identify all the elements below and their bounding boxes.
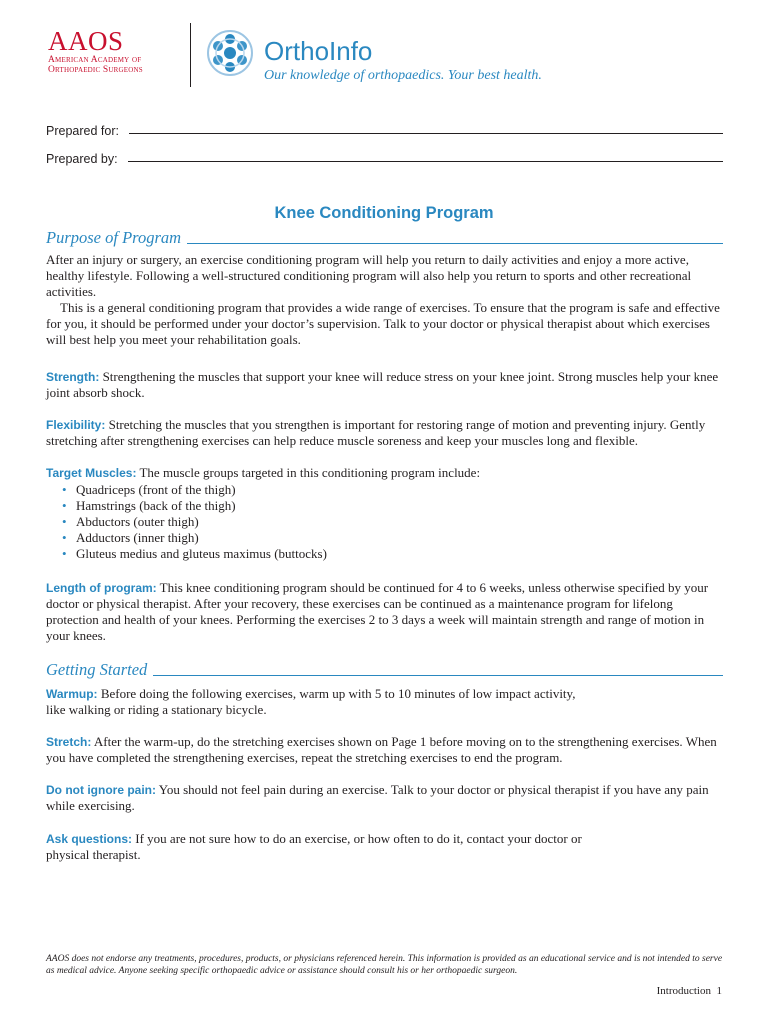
length-text: This knee conditioning program should be continued for 4 to 6 weeks, unless otherwise specified by your doctor or physical therapist. After your recovery, these exercises can be continued as a maintenance program for lifelong protection and health of your knees. Performing the exercises 2 to 3 days a week will maintain strength and range of motion in your knees. [46, 580, 709, 643]
bullet-icon: • [62, 514, 67, 529]
purpose-para2: This is a general conditioning program that provides a wide range of exercises. To ensure that the program is safe and effective for you, it should be performed under your doctor’s supervision. Talk to your doctor or physical therapist about which exercises will best help you meet your rehabilitation goals. [46, 300, 720, 347]
orthoinfo-tagline: Our knowledge of orthopaedics. Your best health. [264, 68, 542, 83]
warmup-paragraph [46, 686, 723, 718]
strength-paragraph [46, 369, 723, 401]
prepared-for-label: Prepared for: [46, 124, 119, 138]
purpose-heading [46, 227, 723, 247]
list-item: • Quadriceps (front of the thigh) [62, 482, 236, 497]
length-label: Length of program: [46, 581, 157, 595]
target-muscles-text: The muscle groups targeted in this conditioning program include: [136, 465, 481, 480]
page-number: 1 [716, 985, 722, 997]
flexibility-label: Flexibility: [46, 418, 106, 432]
questions-label: Ask questions: [46, 832, 133, 846]
prepared-by-label: Prepared by: [46, 152, 118, 166]
target-muscles-list [62, 482, 327, 562]
bullet-icon: • [62, 498, 67, 513]
stretch-label: Stretch: [46, 735, 92, 749]
aaos-wordmark: AAOS [48, 26, 124, 56]
length-paragraph [46, 580, 723, 644]
questions-paragraph [46, 831, 723, 863]
prepared-for-row [46, 118, 723, 138]
bullet-icon: • [62, 546, 67, 561]
prepared-by-field[interactable] [128, 160, 723, 162]
purpose-heading-rule [187, 243, 723, 244]
header-divider [190, 23, 191, 87]
footer-section-label: Introduction [656, 985, 711, 997]
footer-disclaimer: AAOS does not endorse any treatments, procedures, products, or physicians referenced herein. This information is provided as an educational service and is not intended to serve as medical advice. Anyone seeking specific orthopaedic advice or assistance should consult his or her orthopaedic surgeon. [46, 954, 723, 976]
page-title: Knee Conditioning Program [274, 204, 494, 222]
list-item: • Adductors (inner thigh) [62, 530, 199, 545]
bullet-icon: • [62, 530, 67, 545]
flexibility-paragraph [46, 417, 723, 449]
list-item: • Abductors (outer thigh) [62, 514, 199, 529]
aaos-name-line1: American Academy of [48, 55, 142, 65]
questions-text-line1: If you are not sure how to do an exercise, or how often to do it, contact your doctor or [132, 831, 582, 846]
orthoinfo-title: OrthoInfo [264, 36, 373, 66]
prepared-by-row [46, 146, 723, 166]
aaos-name-line2: Orthopaedic Surgeons [48, 65, 143, 75]
bullet-icon: • [62, 482, 67, 497]
aaos-logo [48, 28, 178, 75]
list-item: • Gluteus medius and gluteus maximus (buttocks) [62, 546, 327, 561]
getting-started-heading [46, 659, 723, 679]
stretch-paragraph [46, 734, 723, 766]
pain-text: You should not feel pain during an exercise. Talk to your doctor or physical therapist if you have any pain while exercising. [46, 782, 709, 813]
strength-text: Strengthening the muscles that support your knee will reduce stress on your knee joint. Strong muscles help your knee joint absorb shock. [46, 369, 719, 400]
target-muscles-paragraph [46, 465, 723, 481]
list-item: • Hamstrings (back of the thigh) [62, 498, 236, 513]
target-muscles-label: Target Muscles: [46, 466, 137, 480]
warmup-label: Warmup: [46, 687, 98, 701]
getting-started-heading-rule [153, 675, 723, 676]
stretch-text: After the warm-up, do the stretching exercises shown on Page 1 before moving on to the strengthening exercises. When you have completed the strengthening exercises, repeat the stretching exercises to end the program. [46, 734, 717, 765]
purpose-para1: After an injury or surgery, an exercise conditioning program will help you return to daily activities and enjoy a more active, healthy lifestyle. Following a well-structured conditioning program will also help you return to sports and other recreational activities. [46, 252, 692, 299]
strength-label: Strength: [46, 370, 100, 384]
warmup-text-line1: Before doing the following exercises, warm up with 5 to 10 minutes of low impact activity, [97, 686, 576, 701]
pain-paragraph [46, 782, 723, 814]
pain-label: Do not ignore pain: [46, 783, 156, 797]
questions-text-line2: physical therapist. [46, 847, 141, 862]
orthoinfo-globe-icon [206, 29, 254, 77]
flexibility-text: Stretching the muscles that you strengthen is important for restoring range of motion and preventing injury. Gently stretching after strengthening exercises can help reduce muscle soreness and keep your muscles long and flexible. [46, 417, 706, 448]
purpose-heading-text: Purpose of Program [46, 228, 182, 247]
prepared-for-field[interactable] [129, 132, 723, 134]
page-footer [657, 985, 722, 997]
getting-started-heading-text: Getting Started [46, 660, 148, 679]
purpose-paragraph [46, 252, 723, 348]
warmup-text-line2: like walking or riding a stationary bicycle. [46, 702, 267, 717]
